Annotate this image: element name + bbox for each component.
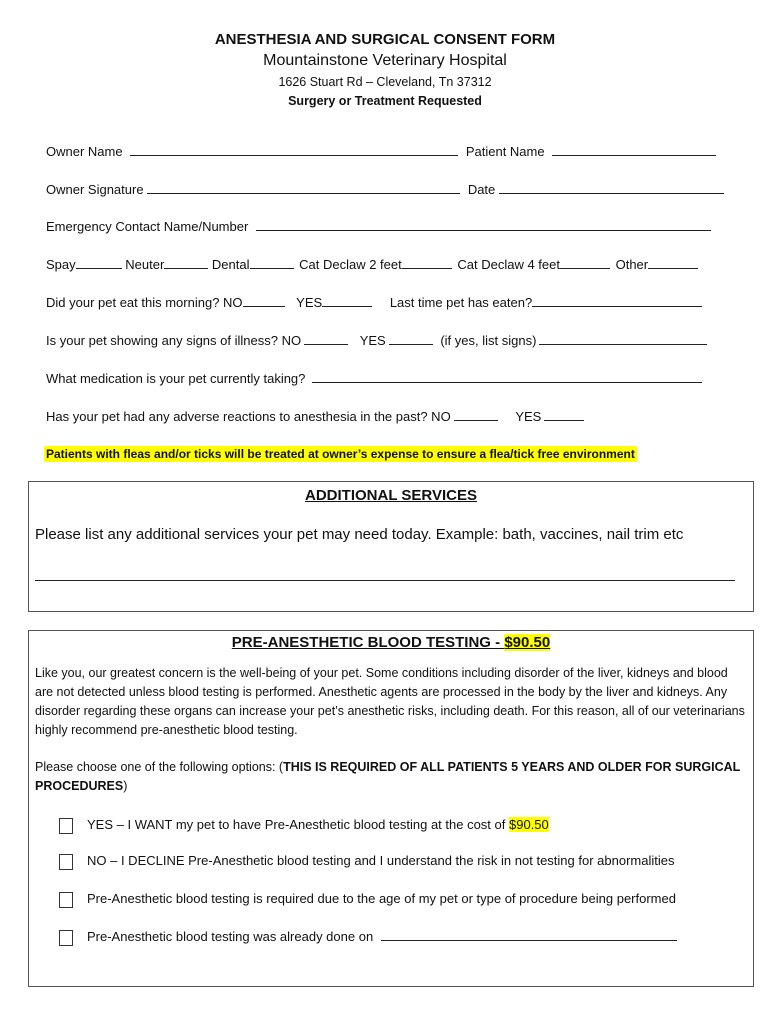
option-required-checkbox[interactable]: [59, 892, 73, 908]
patient-name-field[interactable]: [552, 144, 716, 156]
ate-yes-label: YES: [296, 295, 323, 310]
ate-no-field[interactable]: [243, 295, 285, 307]
owner-name-field[interactable]: [130, 144, 458, 156]
adverse-row: [46, 409, 584, 425]
illness-yes-label: YES: [359, 333, 386, 348]
adverse-yes-label: YES: [515, 409, 542, 424]
option-done-label: Pre-Anesthetic blood testing was already done on: [87, 929, 374, 944]
option-yes-checkbox[interactable]: [59, 818, 73, 834]
last-eaten-field[interactable]: [532, 295, 702, 307]
medication-row: [46, 371, 702, 387]
illness-row: [46, 333, 707, 349]
option-no-checkbox[interactable]: [59, 854, 73, 870]
additional-services-field[interactable]: [35, 580, 735, 581]
additional-services-heading: ADDITIONAL SERVICES: [305, 487, 477, 504]
patient-name-label: Patient Name: [465, 144, 545, 159]
adverse-yes-field[interactable]: [544, 409, 584, 421]
option-yes-price: $90.50: [509, 817, 549, 832]
choose-intro: Please choose one of the following options: (: [35, 760, 284, 774]
other-label: Other: [615, 257, 649, 272]
option-done[interactable]: [59, 929, 677, 946]
option-done-date-field[interactable]: [381, 929, 677, 941]
emergency-contact-field[interactable]: [256, 219, 711, 231]
neuter-field[interactable]: [164, 257, 208, 269]
additional-services-box: [28, 481, 754, 612]
flea-tick-notice: Patients with fleas and/or ticks will be treated at owner’s expense to ensure a flea/tick free environment: [46, 447, 635, 461]
owner-patient-row: [46, 144, 716, 160]
choose-required-note: THIS IS REQUIRED OF ALL PATIENTS 5 YEARS AND OLDER FOR SURGICAL PROCEDURES: [35, 760, 741, 793]
ate-row: [46, 295, 702, 311]
option-no[interactable]: [59, 853, 674, 870]
declaw2-field[interactable]: [402, 257, 452, 269]
declaw4-field[interactable]: [560, 257, 610, 269]
adverse-question: Has your pet had any adverse reactions to anesthesia in the past? NO: [46, 409, 451, 424]
medication-field[interactable]: [312, 371, 702, 383]
choose-close: ): [123, 779, 128, 793]
spay-label: Spay: [46, 257, 76, 272]
other-field[interactable]: [648, 257, 698, 269]
option-yes[interactable]: [59, 817, 549, 834]
dental-label: Dental: [211, 257, 250, 272]
emergency-contact-label: Emergency Contact Name/Number: [46, 219, 249, 234]
option-no-label: NO – I DECLINE Pre-Anesthetic blood testing and I understand the risk in not testing for abnormalities: [87, 853, 675, 868]
form-subtitle: Surgery or Treatment Requested: [288, 94, 482, 108]
declaw4-label: Cat Declaw 4 feet: [457, 257, 560, 272]
medication-label: What medication is your pet currently taking?: [46, 371, 306, 386]
procedure-row: [46, 257, 698, 273]
hospital-address: 1626 Stuart Rd – Cleveland, Tn 37312: [278, 75, 492, 89]
owner-signature-label: Owner Signature: [46, 182, 144, 197]
last-eaten-label: Last time pet has eaten?: [389, 295, 533, 310]
illness-question: Is your pet showing any signs of illness? NO: [46, 333, 302, 348]
option-required-label: Pre-Anesthetic blood testing is required due to the age of my pet or type of procedure being performed: [87, 891, 676, 906]
option-required[interactable]: [59, 891, 676, 908]
signature-date-row: [46, 182, 724, 198]
neuter-label: Neuter: [125, 257, 165, 272]
illness-no-field[interactable]: [304, 333, 348, 345]
emergency-row: [46, 219, 711, 235]
choose-instructions: [35, 758, 747, 796]
blood-testing-price: $90.50: [504, 634, 551, 651]
ate-yes-field[interactable]: [322, 295, 372, 307]
owner-signature-field[interactable]: [147, 182, 460, 194]
illness-list-label: (if yes, list signs): [440, 333, 537, 348]
blood-testing-heading: [29, 634, 753, 651]
blood-testing-paragraph: Like you, our greatest concern is the well-being of your pet. Some conditions including disorder of the liver, kidneys and blood are not detected unless blood testing is performed. Anesthetic agents are processed in the body by the liver and kidneys. Any disorder regarding these organs can increase your pet’s anesthetic risks, including death. For this reason, all of our veterinarians highly recommend pre-anesthetic blood testing.: [35, 666, 745, 737]
date-label: Date: [467, 182, 496, 197]
blood-testing-heading-text: PRE-ANESTHETIC BLOOD TESTING -: [231, 634, 505, 651]
additional-services-prompt: Please list any additional services your pet may need today. Example: bath, vaccines, nail trim etc: [35, 526, 684, 543]
option-yes-label: YES – I WANT my pet to have Pre-Anesthetic blood testing at the cost of: [87, 817, 509, 832]
illness-yes-field[interactable]: [389, 333, 433, 345]
hospital-name: Mountainstone Veterinary Hospital: [263, 52, 507, 69]
blood-testing-box: [28, 630, 754, 987]
ate-question: Did your pet eat this morning? NO: [46, 295, 243, 310]
option-done-checkbox[interactable]: [59, 930, 73, 946]
spay-field[interactable]: [76, 257, 122, 269]
adverse-no-field[interactable]: [454, 409, 498, 421]
owner-name-label: Owner Name: [46, 144, 123, 159]
declaw2-label: Cat Declaw 2 feet: [299, 257, 402, 272]
dental-field[interactable]: [250, 257, 294, 269]
illness-list-field[interactable]: [539, 333, 707, 345]
date-field[interactable]: [499, 182, 724, 194]
form-title: ANESTHESIA AND SURGICAL CONSENT FORM: [214, 31, 556, 48]
